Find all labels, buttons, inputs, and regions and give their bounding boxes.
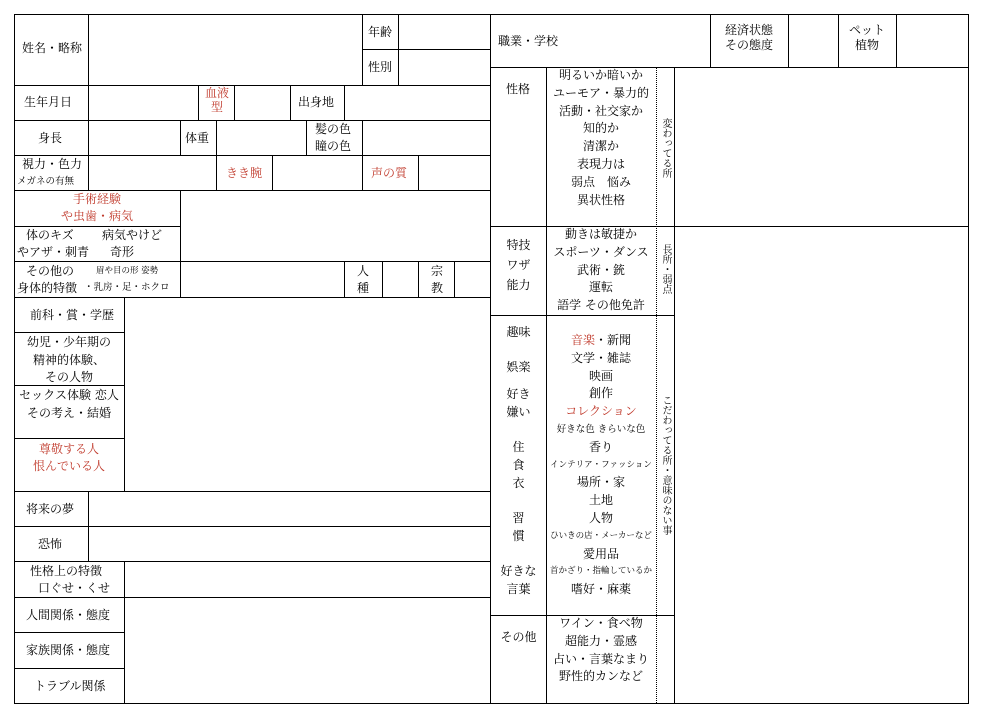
other-label: その他 [500, 630, 537, 644]
hobby-label: 習 [512, 511, 525, 525]
skill-item: 運転 [588, 280, 613, 295]
other-items [546, 615, 656, 686]
hobby-items [546, 332, 656, 599]
other-item: 占い・言葉なまり [552, 651, 649, 666]
skill-items [546, 226, 656, 315]
personality-item: 明るいか暗いか [558, 68, 643, 82]
job-label: 職業・学校 [498, 34, 559, 48]
skill-item: 武術・銃 [576, 262, 625, 277]
hair-color-label: 髪の色 [315, 122, 352, 136]
scars-label-2: 病気やけど [102, 228, 163, 242]
height-label: 身長 [38, 131, 63, 145]
hobby-item: 香り [588, 439, 613, 454]
handedness-label: きき腕 [226, 166, 263, 180]
hobby-item-interior: インテリア・ファッション [550, 459, 652, 470]
hobby-item-collection: コレクション [565, 404, 637, 419]
personality-item: 清潔か [582, 139, 619, 154]
economy-label-1: 経済状態 [724, 23, 773, 37]
hobby-label: 衣 [512, 476, 525, 490]
hobby-item-music [546, 332, 656, 350]
religion-label-1: 宗 [431, 264, 444, 278]
hobby-item: 土地 [588, 493, 613, 508]
record-label: 前科・賞・学歴 [30, 308, 115, 322]
voice-label: 声の質 [371, 166, 408, 180]
birthplace-label: 出身地 [298, 95, 335, 109]
blood-type-label-2: 型 [210, 100, 223, 114]
traits-label-1: 性格上の特徴 [30, 564, 103, 578]
hobby-label: 慣 [512, 529, 525, 543]
relations-label: 人間関係・態度 [26, 608, 111, 622]
hobby-item-accessory: 首かざり・指輪しているか [549, 566, 652, 577]
hobby-item: 文学・雑誌 [570, 350, 631, 365]
hobby-item-goods: 愛用品 [582, 546, 619, 561]
personality-items [546, 67, 656, 209]
skill-item: 語学 その他免許 [557, 298, 645, 313]
gender-label: 性別 [368, 60, 393, 74]
age-label: 年齢 [368, 25, 393, 39]
scars-label-3: やアザ・刺青 [17, 245, 90, 259]
hobby-news-text: ・新聞 [595, 333, 632, 347]
hobby-label: 好き [506, 387, 531, 401]
other-item: ワイン・食べ物 [559, 616, 643, 630]
pet-label-2: 植物 [854, 38, 879, 52]
hobby-label: 言葉 [506, 582, 531, 596]
childhood-label-3: その人物 [44, 370, 93, 384]
hobby-music-text: 音楽 [570, 333, 595, 347]
personality-item: 活動・社交家か [558, 103, 643, 118]
skill-label: 能力 [506, 278, 531, 292]
hobby-item: 好きな色 きらいな色 [556, 423, 646, 435]
hobby-label: 娯楽 [506, 360, 531, 374]
skill-label: ワザ [506, 258, 531, 272]
sex-label-2: その考え・結婚 [26, 406, 111, 420]
trouble-label: トラブル関係 [34, 679, 106, 693]
other-features-label-1: その他の [26, 264, 75, 278]
other-item: 野性的カンなど [558, 669, 643, 684]
personality-item: ユーモア・暴力的 [552, 85, 649, 100]
hobby-item: 人物 [588, 510, 613, 525]
traits-label-2: 口ぐせ・くせ [38, 581, 111, 595]
eye-color-label: 瞳の色 [315, 139, 352, 153]
eyesight-label: 視力・色力 [22, 157, 83, 171]
personality-item: 異状性格 [576, 192, 625, 207]
race-label-2: 種 [357, 281, 370, 295]
fear-label: 恐怖 [38, 537, 63, 551]
hobby-item: 場所・家 [576, 475, 625, 490]
hobby-label: 住 [512, 440, 525, 454]
other-features-label-3: 身体的特徴 [17, 281, 78, 295]
personality-side-label: 変わってる所 [660, 118, 671, 178]
birthday-label: 生年月日 [24, 95, 73, 109]
personality-item: 知的か [582, 121, 619, 136]
other-features-label-4: ・乳房・足・ホクロ [84, 282, 170, 293]
hobby-label: 趣味 [506, 325, 531, 339]
surgery-label-1: 手術経験 [72, 192, 121, 206]
race-label-1: 人 [357, 264, 370, 278]
scars-label-4: 奇形 [110, 245, 135, 259]
name-label: 姓名・略称 [22, 41, 83, 55]
dream-label: 将来の夢 [26, 502, 75, 516]
personality-item: 弱点 悩み [570, 174, 631, 189]
hate-label: 恨んでいる人 [32, 459, 105, 473]
religion-label-2: 教 [431, 281, 444, 295]
hobby-label: 好きな [500, 564, 537, 578]
personality-item: 表現力は [576, 156, 625, 171]
pet-label-1: ペット [848, 23, 885, 37]
sex-label-1: セックス体験 恋人 [19, 388, 119, 402]
hobby-label: 食 [512, 458, 525, 472]
hobby-item: 創作 [588, 386, 613, 401]
hobby-item-tobacco: 嗜好・麻薬 [570, 582, 631, 597]
skill-item: スポーツ・ダンス [553, 244, 649, 259]
skill-item: 動きは敏捷か [564, 227, 637, 241]
childhood-label-1: 幼児・少年期の [26, 335, 111, 349]
personality-label: 性格 [506, 82, 531, 96]
blood-type-label-1: 血液 [204, 86, 229, 100]
economy-label-2: その態度 [724, 38, 773, 52]
weight-label: 体重 [185, 131, 210, 145]
glasses-label: メガネの有無 [17, 176, 75, 187]
hobby-item-shops: ひいきの店・メーカーなど [550, 530, 652, 541]
skill-labels [491, 235, 546, 295]
hobby-item: 映画 [588, 368, 613, 383]
other-features-label-2: 眉や目の形 姿勢 [96, 266, 159, 276]
hobby-side-label: こだわってる所・意味のない事 [660, 395, 671, 535]
surgery-label-2: や虫歯・病気 [60, 209, 133, 223]
other-item: 超能力・霊感 [564, 633, 637, 648]
hobby-label: 嫌い [506, 405, 531, 419]
skill-side-label: 長所・弱点 [660, 244, 671, 294]
skill-label: 特技 [506, 238, 531, 252]
childhood-label-2: 精神的体験、 [32, 353, 105, 367]
family-label: 家族関係・態度 [26, 643, 111, 657]
respect-label: 尊敬する人 [38, 442, 99, 456]
scars-label-1: 体のキズ [26, 228, 74, 242]
